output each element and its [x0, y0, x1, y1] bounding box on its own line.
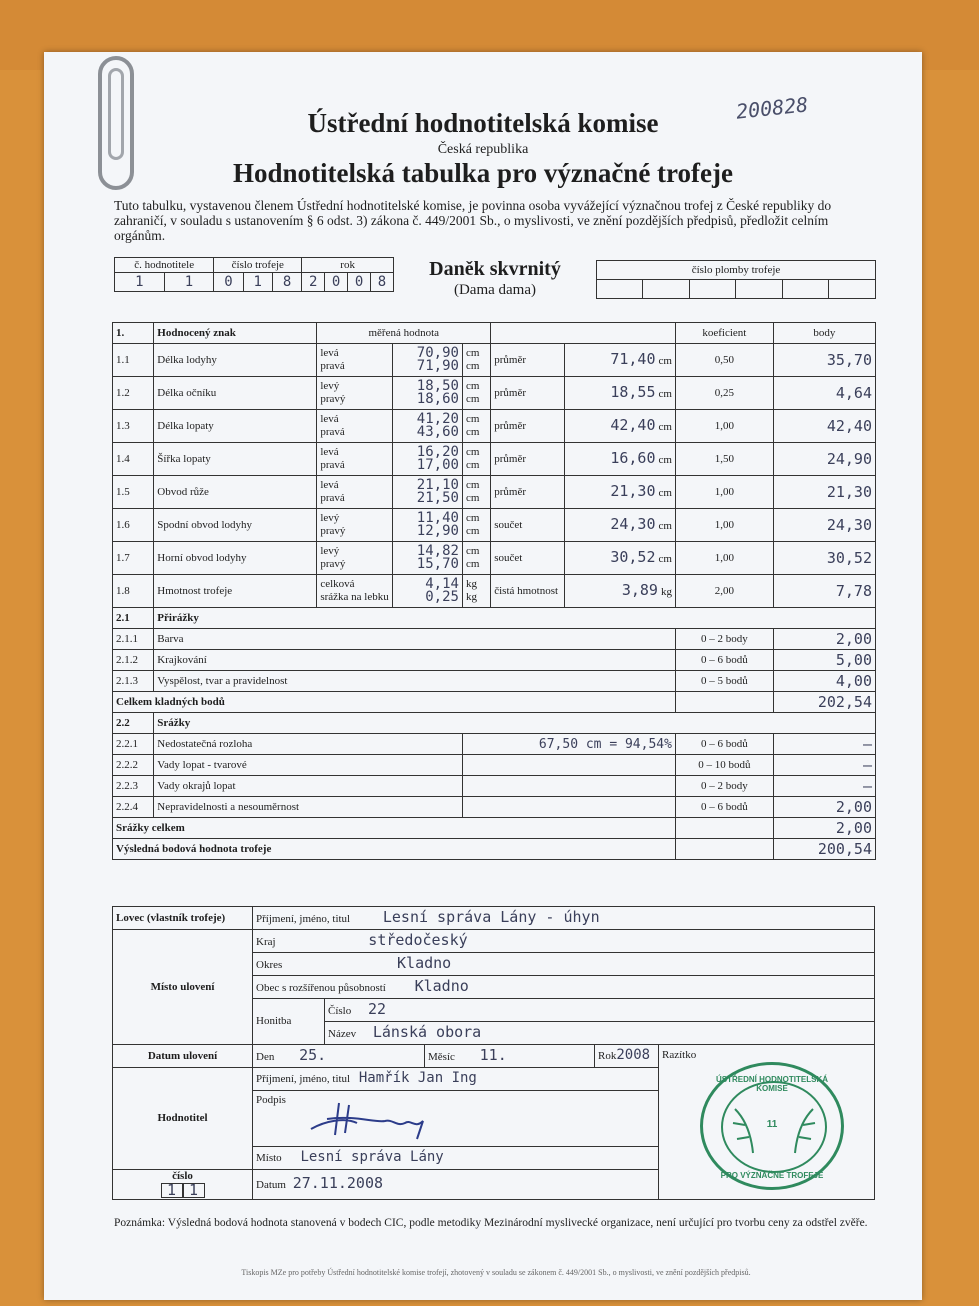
bonus-number: 2.1 [113, 608, 154, 629]
district-value: Kladno [397, 953, 452, 972]
side-label: pravá [320, 492, 345, 504]
trait-name: Délka očníku [154, 377, 317, 410]
points: 24,90 [773, 443, 875, 476]
unit-label: kg [465, 591, 477, 603]
ground-label: Honitba [253, 999, 325, 1045]
aggregate-number: 24,30 [610, 514, 656, 533]
measurement-row [113, 476, 876, 509]
unit-label: cm [465, 380, 480, 392]
measured-values [393, 509, 463, 542]
side-label: levý [320, 380, 340, 392]
unit-labels [462, 410, 490, 443]
aggregate-value [565, 344, 676, 377]
evaluator-number-label: číslo [172, 1170, 193, 1182]
coefficient: 0,25 [675, 377, 773, 410]
hunter-label: Lovec (vlastník trofeje) [113, 907, 253, 930]
aggregate-number: 71,40 [610, 349, 656, 368]
bonus-points: 5,00 [773, 650, 875, 671]
bonus-points: 2,00 [773, 629, 875, 650]
aggregate-value [565, 575, 676, 608]
country-label: Česká republika [437, 142, 529, 157]
coefficient: 1,00 [675, 509, 773, 542]
unit-label: cm [465, 479, 480, 491]
measured-value: 4,14 [425, 576, 459, 592]
evaluator-date: 27.11.2008 [292, 1174, 384, 1192]
species-name: Daněk skvrnitý [429, 258, 561, 280]
aggregate-label: průměr [491, 377, 565, 410]
unit-label: kg [465, 578, 477, 590]
aggregate-value [565, 410, 676, 443]
trait-name: Délka lopaty [154, 410, 317, 443]
side-labels [317, 443, 393, 476]
aggregate-label: čistá hmotnost [491, 575, 565, 608]
place-label: Místo ulovení [113, 930, 253, 1045]
month-value: 11. [479, 1045, 507, 1064]
reference-number: 200828 [734, 92, 810, 124]
measured-value: 18,50 [416, 378, 459, 394]
row-number: 1.3 [113, 410, 154, 443]
aggregate-number: 30,52 [610, 547, 656, 566]
measured-values [393, 575, 463, 608]
total-positive-label: Celkem kladných bodů [113, 692, 676, 713]
side-label: pravá [320, 360, 345, 372]
aggregate-value [565, 377, 676, 410]
trait-header: Hodnocený znak [154, 323, 317, 344]
penalty-range: 0 – 10 bodů [675, 755, 773, 776]
penalty-name: Vady lopat - tvarové [154, 755, 463, 776]
unit-labels [462, 377, 490, 410]
seal-number-label: číslo plomby trofeje [597, 261, 876, 280]
unit-label: cm [465, 347, 480, 359]
aggregate-label: součet [491, 509, 565, 542]
aggregate-label: průměr [491, 476, 565, 509]
aggregate-unit: cm [658, 420, 672, 433]
measured-value: 71,90 [416, 358, 459, 374]
measurement-row [113, 377, 876, 410]
side-label: levá [320, 413, 339, 425]
bonus-range: 0 – 2 body [675, 629, 773, 650]
measurement-row [113, 542, 876, 575]
points: 4,64 [773, 377, 875, 410]
bonus-row [113, 650, 876, 671]
measurement-row [113, 344, 876, 377]
bonus-row [113, 629, 876, 650]
aggregate-label: průměr [491, 344, 565, 377]
ground-name: Lánská obora [372, 1022, 482, 1041]
bonus-range: 0 – 5 bodů [675, 671, 773, 692]
penalty-note [462, 776, 675, 797]
penalty-range: 0 – 6 bodů [675, 734, 773, 755]
aggregate-unit: cm [658, 552, 672, 565]
measured-value: 17,00 [416, 457, 459, 473]
measured-value: 11,40 [416, 510, 459, 526]
aggregate-number: 21,30 [610, 481, 656, 500]
coefficient: 1,00 [675, 542, 773, 575]
measured-value: 41,20 [416, 411, 459, 427]
month-label: Měsíc [428, 1050, 455, 1063]
penalty-row [113, 797, 876, 818]
unit-label: cm [465, 512, 480, 524]
side-label: levá [320, 446, 339, 458]
trophy-digit: 1 [243, 273, 272, 292]
trait-name: Obvod růže [154, 476, 317, 509]
final-score-value: 200,54 [773, 839, 875, 860]
row-number: 2.2.1 [113, 734, 154, 755]
note-text: Poznámka: Výsledná bodová hodnota stanovená v bodech CIC, podle metodiky Mezinárodní myslivecké organizace, není určující pro tvorbu ceny za odstřel zvěře. [114, 1217, 868, 1229]
row-number: 2.1.2 [113, 650, 154, 671]
penalty-row [113, 776, 876, 797]
penalty-range: 0 – 6 bodů [675, 797, 773, 818]
form-title: Hodnotitelská tabulka pro význačné trofeje [232, 158, 733, 188]
evaluation-table [112, 322, 876, 860]
aggregate-unit: cm [658, 519, 672, 532]
evaluator-digit: 1 [164, 273, 214, 292]
day-value: 25. [299, 1045, 327, 1064]
penalty-total-value: 2,00 [773, 818, 875, 839]
ground-number-label: Číslo [328, 1004, 352, 1017]
measured-value: 21,10 [416, 477, 459, 493]
side-label: pravý [320, 558, 346, 570]
evaluator-number-label: č. hodnotitele [115, 258, 214, 273]
measured-values [393, 410, 463, 443]
year-digit: 2 [302, 273, 325, 292]
penalty-note [462, 797, 675, 818]
unit-label: cm [465, 545, 480, 557]
evaluator-number-digit: 1 [183, 1183, 205, 1198]
ground-number: 22 [367, 999, 387, 1018]
year-label: rok [302, 258, 394, 273]
measured-value: 43,60 [416, 424, 459, 440]
unit-labels [462, 575, 490, 608]
aggregate-unit: cm [658, 453, 672, 466]
penalty-name: Vady okrajů lopat [154, 776, 463, 797]
bonus-name: Vyspělost, tvar a pravidelnost [154, 671, 676, 692]
unit-label: cm [465, 393, 480, 405]
signature-label: Podpis [256, 1094, 286, 1106]
coefficient: 0,50 [675, 344, 773, 377]
penalty-row [113, 755, 876, 776]
row-number: 2.1.3 [113, 671, 154, 692]
side-label: levý [320, 512, 340, 524]
trophy-digit: 8 [272, 273, 301, 292]
municipality-value: Kladno [414, 976, 469, 995]
unit-label: cm [465, 525, 480, 537]
bonus-points: 4,00 [773, 671, 875, 692]
measured-values [393, 443, 463, 476]
measured-values [393, 344, 463, 377]
ground-name-label: Název [328, 1027, 357, 1040]
measured-value: 16,20 [416, 444, 459, 460]
points-header: body [773, 323, 875, 344]
stamp-number: 11 [766, 1119, 778, 1130]
trait-name: Spodní obvod lodyhy [154, 509, 317, 542]
trophy-digit: 0 [214, 273, 243, 292]
final-score-label: Výsledná bodová hodnota trofeje [113, 839, 676, 860]
side-label: levý [320, 545, 340, 557]
trait-name: Hmotnost trofeje [154, 575, 317, 608]
year-digit: 0 [325, 273, 348, 292]
trait-name: Délka lodyhy [154, 344, 317, 377]
measured-values [393, 476, 463, 509]
evaluator-name-label: Příjmení, jméno, titul [256, 1073, 351, 1085]
measurement-row [113, 509, 876, 542]
aggregate-number: 3,89 [621, 580, 658, 599]
row-number: 2.2.3 [113, 776, 154, 797]
bonus-name: Krajkování [154, 650, 676, 671]
evaluator-place: Lesní správa Lány [300, 1149, 444, 1165]
points: 24,30 [773, 509, 875, 542]
coefficient: 1,50 [675, 443, 773, 476]
unit-label: cm [465, 459, 480, 471]
intro-text: Tuto tabulku, vystavenou členem Ústřední hodnotitelské komise, je povinna osoba vyvážející význačnou trofej z České republiky do zahraničí, v souladu s ustanovením § 6 odst. 3) zákona č. 449/2001 Sb., o myslivosti, ve znění pozdějších předpisů, předložit celním orgánům. [114, 198, 832, 243]
side-label: pravý [320, 393, 346, 405]
bonus-row [113, 671, 876, 692]
bonus-name: Barva [154, 629, 676, 650]
evaluator-number-digit: 1 [161, 1183, 183, 1198]
year-digit: 8 [371, 273, 394, 292]
side-labels [317, 410, 393, 443]
row-number: 1.5 [113, 476, 154, 509]
day-label: Den [256, 1050, 275, 1063]
side-label: srážka na lebku [320, 591, 389, 603]
municipality-label: Obec s rozšířenou působností [256, 981, 386, 994]
side-labels [317, 344, 393, 377]
side-labels [317, 509, 393, 542]
unit-labels [462, 443, 490, 476]
row-number: 2.2.2 [113, 755, 154, 776]
row-number: 1.4 [113, 443, 154, 476]
penalty-points: 2,00 [773, 797, 875, 818]
aggregate-label: průměr [491, 410, 565, 443]
coefficient: 1,00 [675, 476, 773, 509]
bonus-header: Přirážky [154, 608, 876, 629]
measured-value: 18,60 [416, 391, 459, 407]
coefficient: 1,00 [675, 410, 773, 443]
measurement-row [113, 443, 876, 476]
signature-icon [305, 1099, 435, 1143]
hunter-name: Lesní správa Lány - úhyn [382, 907, 600, 926]
unit-label: cm [465, 492, 480, 504]
coefficient: 2,00 [675, 575, 773, 608]
penalty-name: Nedostatečná rozloha [154, 734, 463, 755]
hunter-name-label: Příjmení, jméno, titul [256, 912, 351, 925]
total-positive-value: 202,54 [773, 692, 875, 713]
unit-label: cm [465, 558, 480, 570]
trait-name: Horní obvod lodyhy [154, 542, 317, 575]
row-number: 1.1 [113, 344, 154, 377]
side-labels [317, 575, 393, 608]
points: 42,40 [773, 410, 875, 443]
penalty-row [113, 734, 876, 755]
unit-label: cm [465, 360, 480, 372]
date-caught-label: Datum ulovení [113, 1045, 253, 1068]
unit-labels [462, 344, 490, 377]
footer-text: Tiskopis MZe pro potřeby Ústřední hodnotitelské komise trofejí, zhotovený v souladu se zákonem č. 449/2001 Sb., o myslivosti, ve znění pozdějších předpisů. [241, 1268, 751, 1277]
unit-label: cm [465, 446, 480, 458]
penalty-name: Nepravidelnosti a nesouměrnost [154, 797, 463, 818]
evaluator-label: Hodnotitel [113, 1068, 253, 1170]
unit-label: cm [465, 426, 480, 438]
evaluator-name: Hamřík Jan Ing [358, 1070, 477, 1086]
penalty-points: – [773, 776, 875, 797]
aggregate-number: 18,55 [610, 382, 656, 401]
penalty-header: Srážky [154, 713, 876, 734]
row-number: 2.2.4 [113, 797, 154, 818]
side-labels [317, 377, 393, 410]
measured-value: 0,25 [425, 589, 459, 605]
aggregate-value [565, 509, 676, 542]
region-value: středočeský [368, 930, 468, 949]
side-labels [317, 476, 393, 509]
penalty-total-label: Srážky celkem [113, 818, 676, 839]
measured-values [393, 377, 463, 410]
aggregate-value [565, 476, 676, 509]
points: 35,70 [773, 344, 875, 377]
unit-labels [462, 509, 490, 542]
bonus-range: 0 – 6 bodů [675, 650, 773, 671]
measured-value: 12,90 [416, 523, 459, 539]
side-label: pravý [320, 525, 346, 537]
aggregate-number: 42,40 [610, 415, 656, 434]
side-label: levá [320, 347, 339, 359]
year-caught-value: 2008 [616, 1047, 651, 1063]
stamp-text-top: ÚSTŘEDNÍ HODNOTITELSKÁ KOMISE [716, 1075, 828, 1093]
aggregate-unit: kg [660, 585, 672, 598]
unit-labels [462, 542, 490, 575]
aggregate-unit: cm [658, 354, 672, 367]
evaluator-date-label: Datum [256, 1179, 286, 1191]
measured-header: měřená hodnota [317, 323, 491, 344]
trait-name: Šířka lopaty [154, 443, 317, 476]
aggregate-value [565, 443, 676, 476]
row-number: 1.2 [113, 377, 154, 410]
aggregate-value [565, 542, 676, 575]
penalty-range: 0 – 2 body [675, 776, 773, 797]
points: 21,30 [773, 476, 875, 509]
district-label: Okres [256, 958, 283, 971]
unit-label: cm [465, 413, 480, 425]
measured-value: 70,90 [416, 345, 459, 361]
unit-labels [462, 476, 490, 509]
coefficient-header: koeficient [675, 323, 773, 344]
aggregate-number: 16,60 [610, 448, 656, 467]
aggregate-unit: cm [658, 387, 672, 400]
trophy-number-label: číslo trofeje [214, 258, 302, 273]
side-label: pravá [320, 459, 345, 471]
aggregate-label: součet [491, 542, 565, 575]
penalty-note: 67,50 cm = 94,54% [462, 734, 675, 755]
penalty-note [462, 755, 675, 776]
stamp-text-bottom: PRO VÝZNAČNÉ TROFEJE [720, 1171, 824, 1180]
side-labels [317, 542, 393, 575]
year-digit: 0 [348, 273, 371, 292]
measurement-row [113, 575, 876, 608]
id-boxes [114, 257, 394, 292]
stamp-label: Razítko [659, 1045, 875, 1200]
points: 7,78 [773, 575, 875, 608]
side-label: celková [320, 578, 355, 590]
row-number: 2.1.1 [113, 629, 154, 650]
measured-value: 15,70 [416, 556, 459, 572]
paper-clip-icon [98, 56, 134, 190]
row-number: 1.6 [113, 509, 154, 542]
row-number: 1.7 [113, 542, 154, 575]
section-number: 1. [113, 323, 154, 344]
commission-title: Ústřední hodnotitelská komise [307, 108, 659, 138]
penalty-number: 2.2 [113, 713, 154, 734]
measured-value: 21,50 [416, 490, 459, 506]
measurement-row [113, 410, 876, 443]
aggregate-unit: cm [658, 486, 672, 499]
row-number: 1.8 [113, 575, 154, 608]
aggregate-label: průměr [491, 443, 565, 476]
evaluator-digit: 1 [115, 273, 165, 292]
species-latin: (Dama dama) [453, 282, 537, 298]
penalty-points: – [773, 734, 875, 755]
measured-values [393, 542, 463, 575]
year-caught-label: Rok [598, 1050, 617, 1062]
side-label: levá [320, 479, 339, 491]
side-label: pravá [320, 426, 345, 438]
evaluator-place-label: Místo [256, 1152, 282, 1164]
penalty-points: – [773, 755, 875, 776]
commission-stamp [700, 1062, 844, 1190]
measured-value: 14,82 [416, 543, 459, 559]
seal-number-box [596, 260, 876, 299]
points: 30,52 [773, 542, 875, 575]
region-label: Kraj [256, 935, 276, 948]
